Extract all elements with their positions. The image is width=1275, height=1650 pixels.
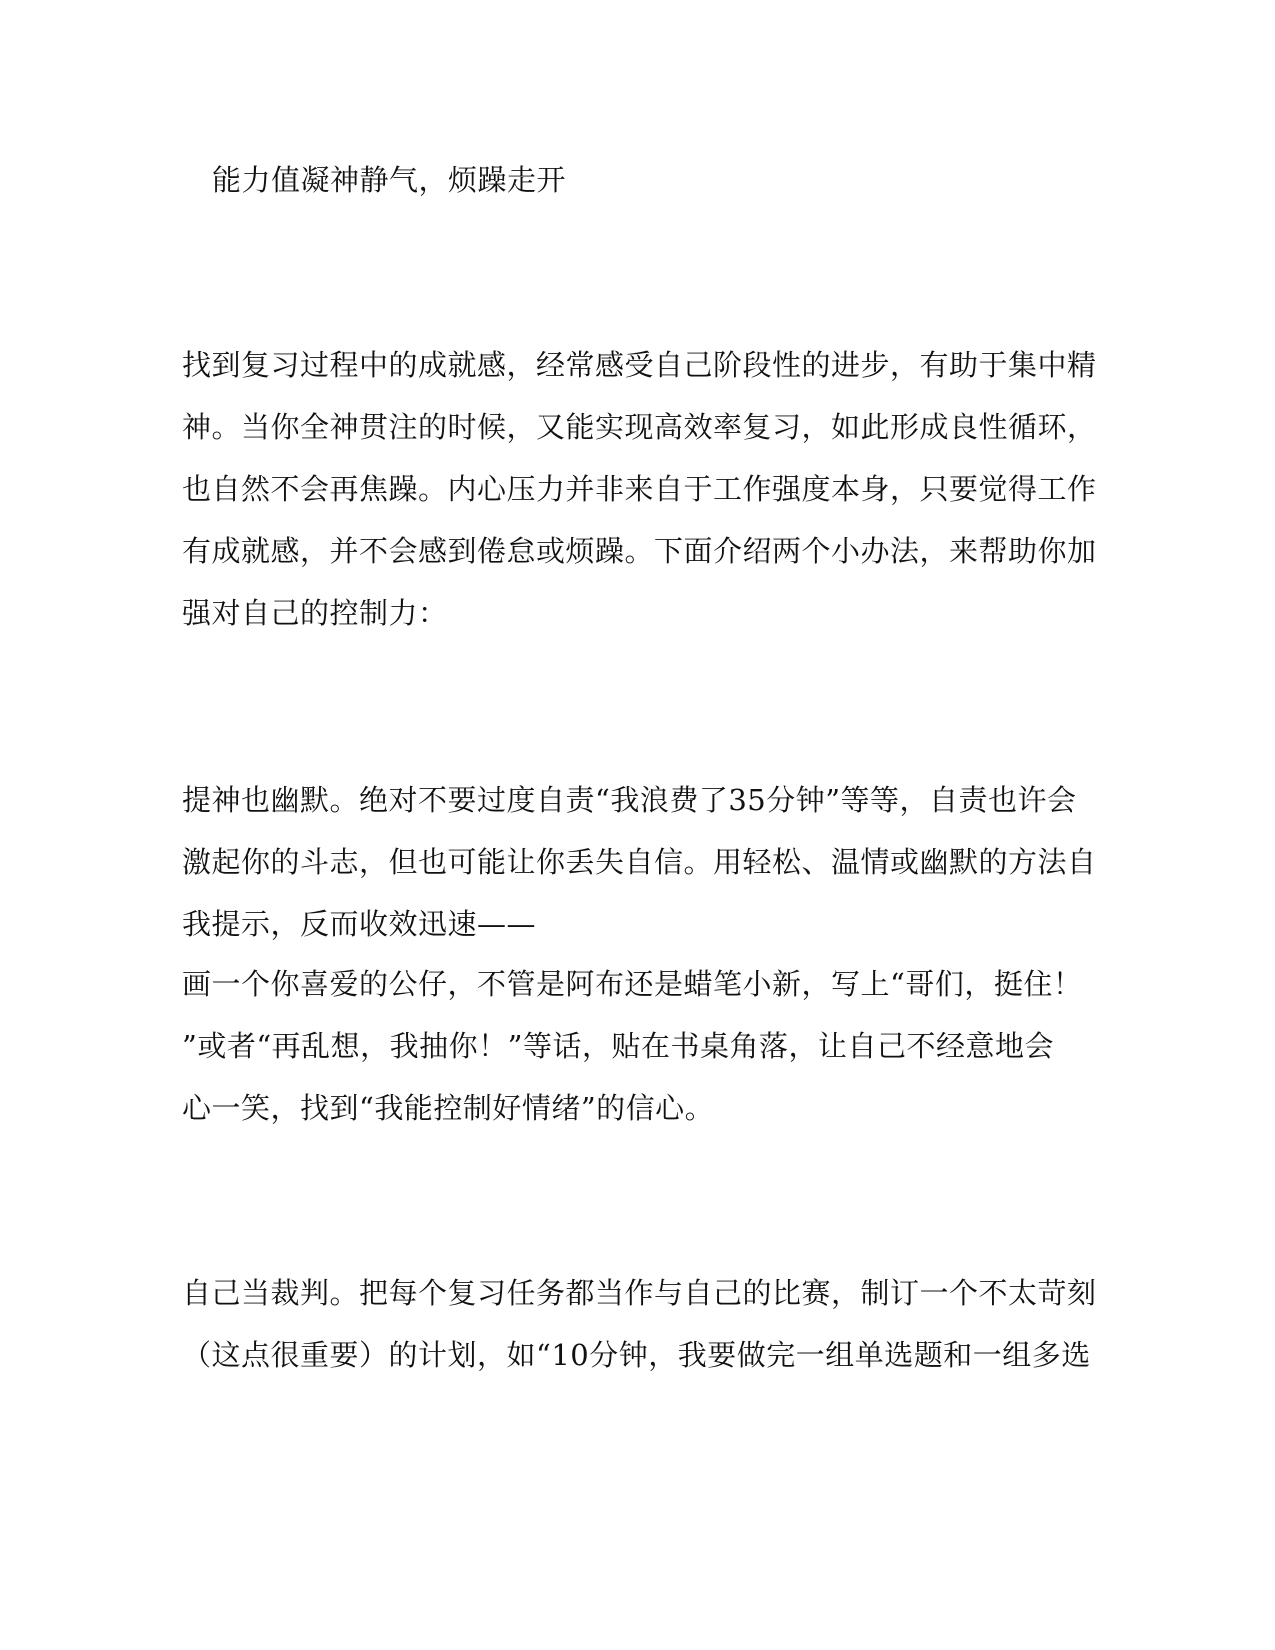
text-line: 提神也幽默。绝对不要过度自责“我浪费了35分钟”等等，自责也许会 (182, 783, 1077, 817)
text-line: 神。当你全神贯注的时候，又能实现高效率复习，如此形成良性循环， (182, 410, 1097, 444)
section-heading: 能力值凝神静气，烦躁走开 (212, 163, 567, 197)
text-line: 也自然不会再焦躁。内心压力并非来自于工作强度本身，只要觉得工作 (182, 472, 1097, 506)
text-line: 自己当裁判。把每个复习任务都当作与自己的比赛，制订一个不太苛刻 (182, 1276, 1097, 1310)
text-line: 强对自己的控制力： (182, 596, 448, 630)
text-line: ”或者“再乱想，我抽你！”等话，贴在书桌角落，让自己不经意地会 (182, 1029, 1054, 1063)
text-line: 激起你的斗志，但也可能让你丢失自信。用轻松、温情或幽默的方法自 (182, 845, 1097, 879)
text-line: 找到复习过程中的成就感，经常感受自己阶段性的进步，有助于集中精 (182, 348, 1097, 382)
text-line: 画一个你喜爱的公仔，不管是阿布还是蜡笔小新，写上“哥们，挺住！ (182, 967, 1083, 1001)
text-line: 有成就感，并不会感到倦怠或烦躁。下面介绍两个小办法，来帮助你加 (182, 534, 1097, 568)
text-line: （这点很重要）的计划，如“10分钟，我要做完一组单选题和一组多选 (182, 1338, 1091, 1372)
text-line: 心一笑，找到“我能控制好情绪”的信心。 (182, 1091, 715, 1125)
text-line: 我提示，反而收效迅速—— (182, 907, 537, 941)
